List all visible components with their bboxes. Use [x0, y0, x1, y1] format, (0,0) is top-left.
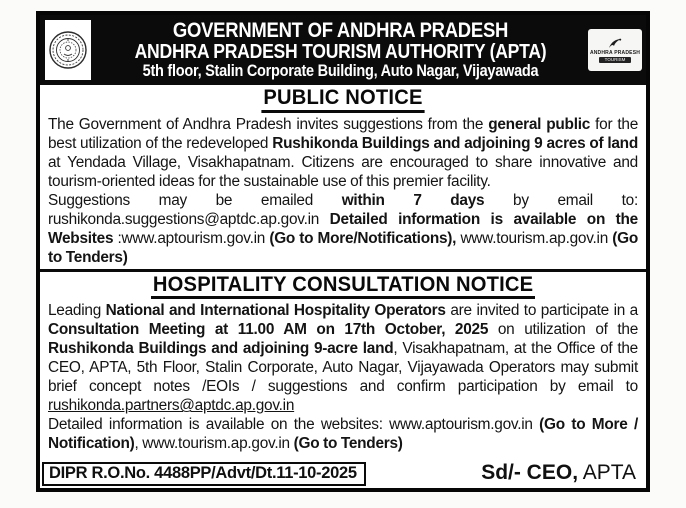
ap-tourism-logo	[588, 29, 642, 71]
hospitality-notice-title-wrap	[48, 274, 638, 300]
tourism-logo-subcaption: TOURISM	[599, 57, 632, 63]
signature-line: Sd/- CEO, APTA	[481, 461, 636, 484]
header-address-line: 5th floor, Stalin Corporate Building, Auto Nagar, Vijayawada	[142, 61, 539, 80]
bird-icon	[607, 37, 623, 50]
header-band	[40, 15, 646, 85]
public-notice-paragraph-1: The Government of Andhra Pradesh invites suggestions from the general public for the best utilization of the redeveloped Rushikonda Buildings and adjoining 9 acres of land at Yendada Village, Visakhapatnam. Citizens are encouraged to share innovative and tourism-oriented ideas for the sustainable use of this premier facility.	[48, 115, 638, 190]
hospitality-notice-title: HOSPITALITY CONSULTATION NOTICE	[151, 274, 535, 300]
header-title-line1: GOVERNMENT OF ANDHRA PRADESH	[172, 20, 509, 43]
header-title-line2: ANDHRA PRADESH TOURISM AUTHORITY (APTA)	[134, 40, 547, 63]
hospitality-notice-paragraph-2: Detailed information is available on the websites: www.aptourism.gov.in (Go to More / Notification), www.tourism.ap.gov.in (Go to Tenders)	[48, 416, 639, 453]
government-emblem-icon	[45, 20, 91, 80]
header-title-block	[93, 20, 588, 80]
hospitality-notice-paragraph-1: Leading National and International Hospitality Operators are invited to participate in a Consultation Meeting at 11.00 AM on 17th October, 2025 on utilization of the Rushikonda Buildings and adjoining 9-acre land, Visakhapatnam, at the Office of the CEO, APTA, 5th Floor, Stalin Corporate, Auto Nagar, Vijayawada Operators may submit brief concept notes /EOIs / suggestions and confirm participation by email to rushikonda.partners@aptdc.ap.gov.in	[48, 302, 639, 415]
notice-advertisement	[36, 11, 650, 492]
notice-footer	[40, 458, 646, 488]
public-notice-title-wrap	[48, 87, 638, 113]
public-notice-section	[40, 85, 646, 272]
tourism-logo-caption: ANDHRA PRADESH	[589, 50, 641, 56]
government-seal-icon	[48, 23, 88, 77]
public-notice-title: PUBLIC NOTICE	[261, 87, 424, 113]
public-notice-paragraph-2: Suggestions may be emailed within 7 days by email to: rushikonda.suggestions@aptdc.ap.gov.in Detailed information is available on the Websites :www.aptourism.gov.in (Go to More/Notifications), www.tourism.ap.gov.in (Go to Tenders)	[48, 191, 638, 266]
dipr-reference-number: DIPR R.O.No. 4488PP/Advt/Dt.11-10-2025	[42, 462, 366, 486]
hospitality-notice-section	[40, 272, 646, 456]
